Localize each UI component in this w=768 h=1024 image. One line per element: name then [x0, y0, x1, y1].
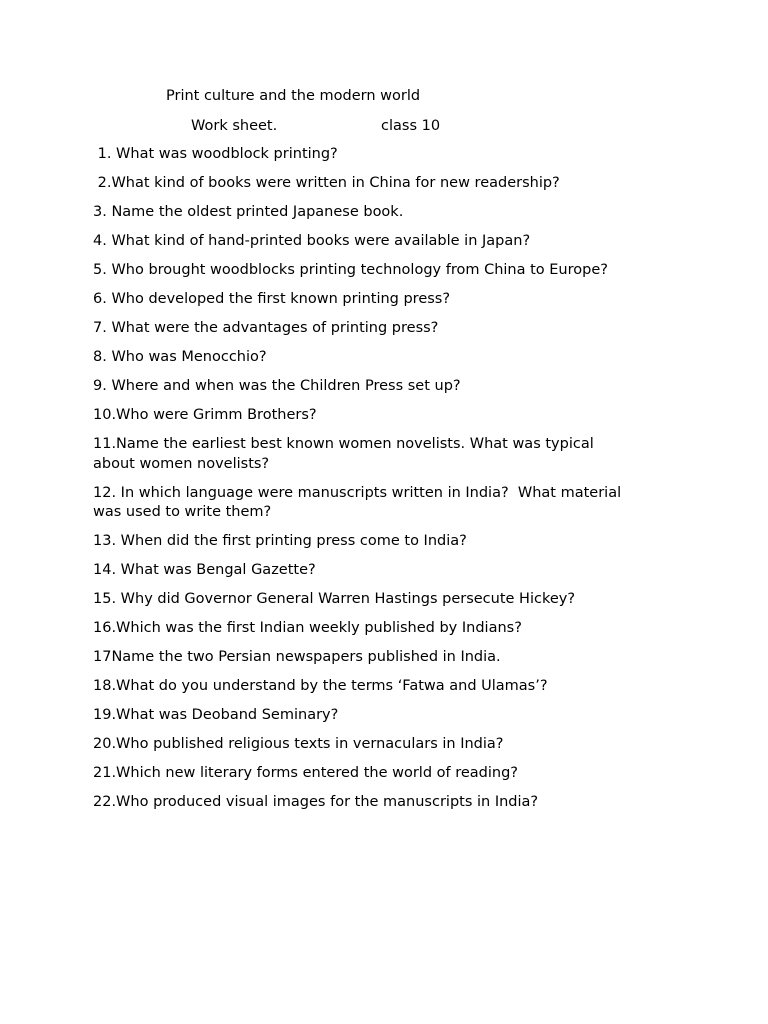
question-item: 21.Which new literary forms entered the world of reading? [93, 765, 518, 781]
question-item: 18.What do you understand by the terms ‘Fatwa and Ulamas’? [93, 678, 548, 694]
worksheet-label: Work sheet. [191, 118, 278, 134]
question-list [93, 145, 673, 822]
question-item: 15. Why did Governor General Warren Hastings persecute Hickey? [93, 591, 576, 607]
question-item: 6. Who developed the first known printing press? [93, 291, 451, 307]
question-item: 11.Name the earliest best known women novelists. What was typical about women novelists? [93, 436, 594, 472]
question-item: 2.What kind of books were written in China for new readership? [93, 175, 560, 191]
question-item: 9. Where and when was the Children Press set up? [93, 378, 461, 394]
question-item: 22.Who produced visual images for the manuscripts in India? [93, 794, 539, 810]
question-item: 10.Who were Grimm Brothers? [93, 407, 317, 423]
question-item: 12. In which language were manuscripts written in India? What material was used to write them? [93, 484, 622, 520]
question-item: 13. When did the first printing press come to India? [93, 533, 467, 549]
question-item: 7. What were the advantages of printing press? [93, 320, 439, 336]
worksheet-title: Print culture and the modern world [166, 88, 421, 104]
question-item: 17Name the two Persian newspapers published in India. [93, 649, 501, 665]
question-item: 8. Who was Menocchio? [93, 349, 267, 365]
question-item: 14. What was Bengal Gazette? [93, 562, 316, 578]
question-item: 16.Which was the first Indian weekly published by Indians? [93, 620, 522, 636]
question-item: 4. What kind of hand-printed books were available in Japan? [93, 233, 531, 249]
question-item: 5. Who brought woodblocks printing technology from China to Europe? [93, 262, 608, 278]
class-label: class 10 [381, 118, 441, 134]
question-item: 3. Name the oldest printed Japanese book. [93, 204, 404, 220]
question-item: 19.What was Deoband Seminary? [93, 707, 339, 723]
question-item: 20.Who published religious texts in vernaculars in India? [93, 736, 504, 752]
question-item: 1. What was woodblock printing? [93, 146, 338, 162]
